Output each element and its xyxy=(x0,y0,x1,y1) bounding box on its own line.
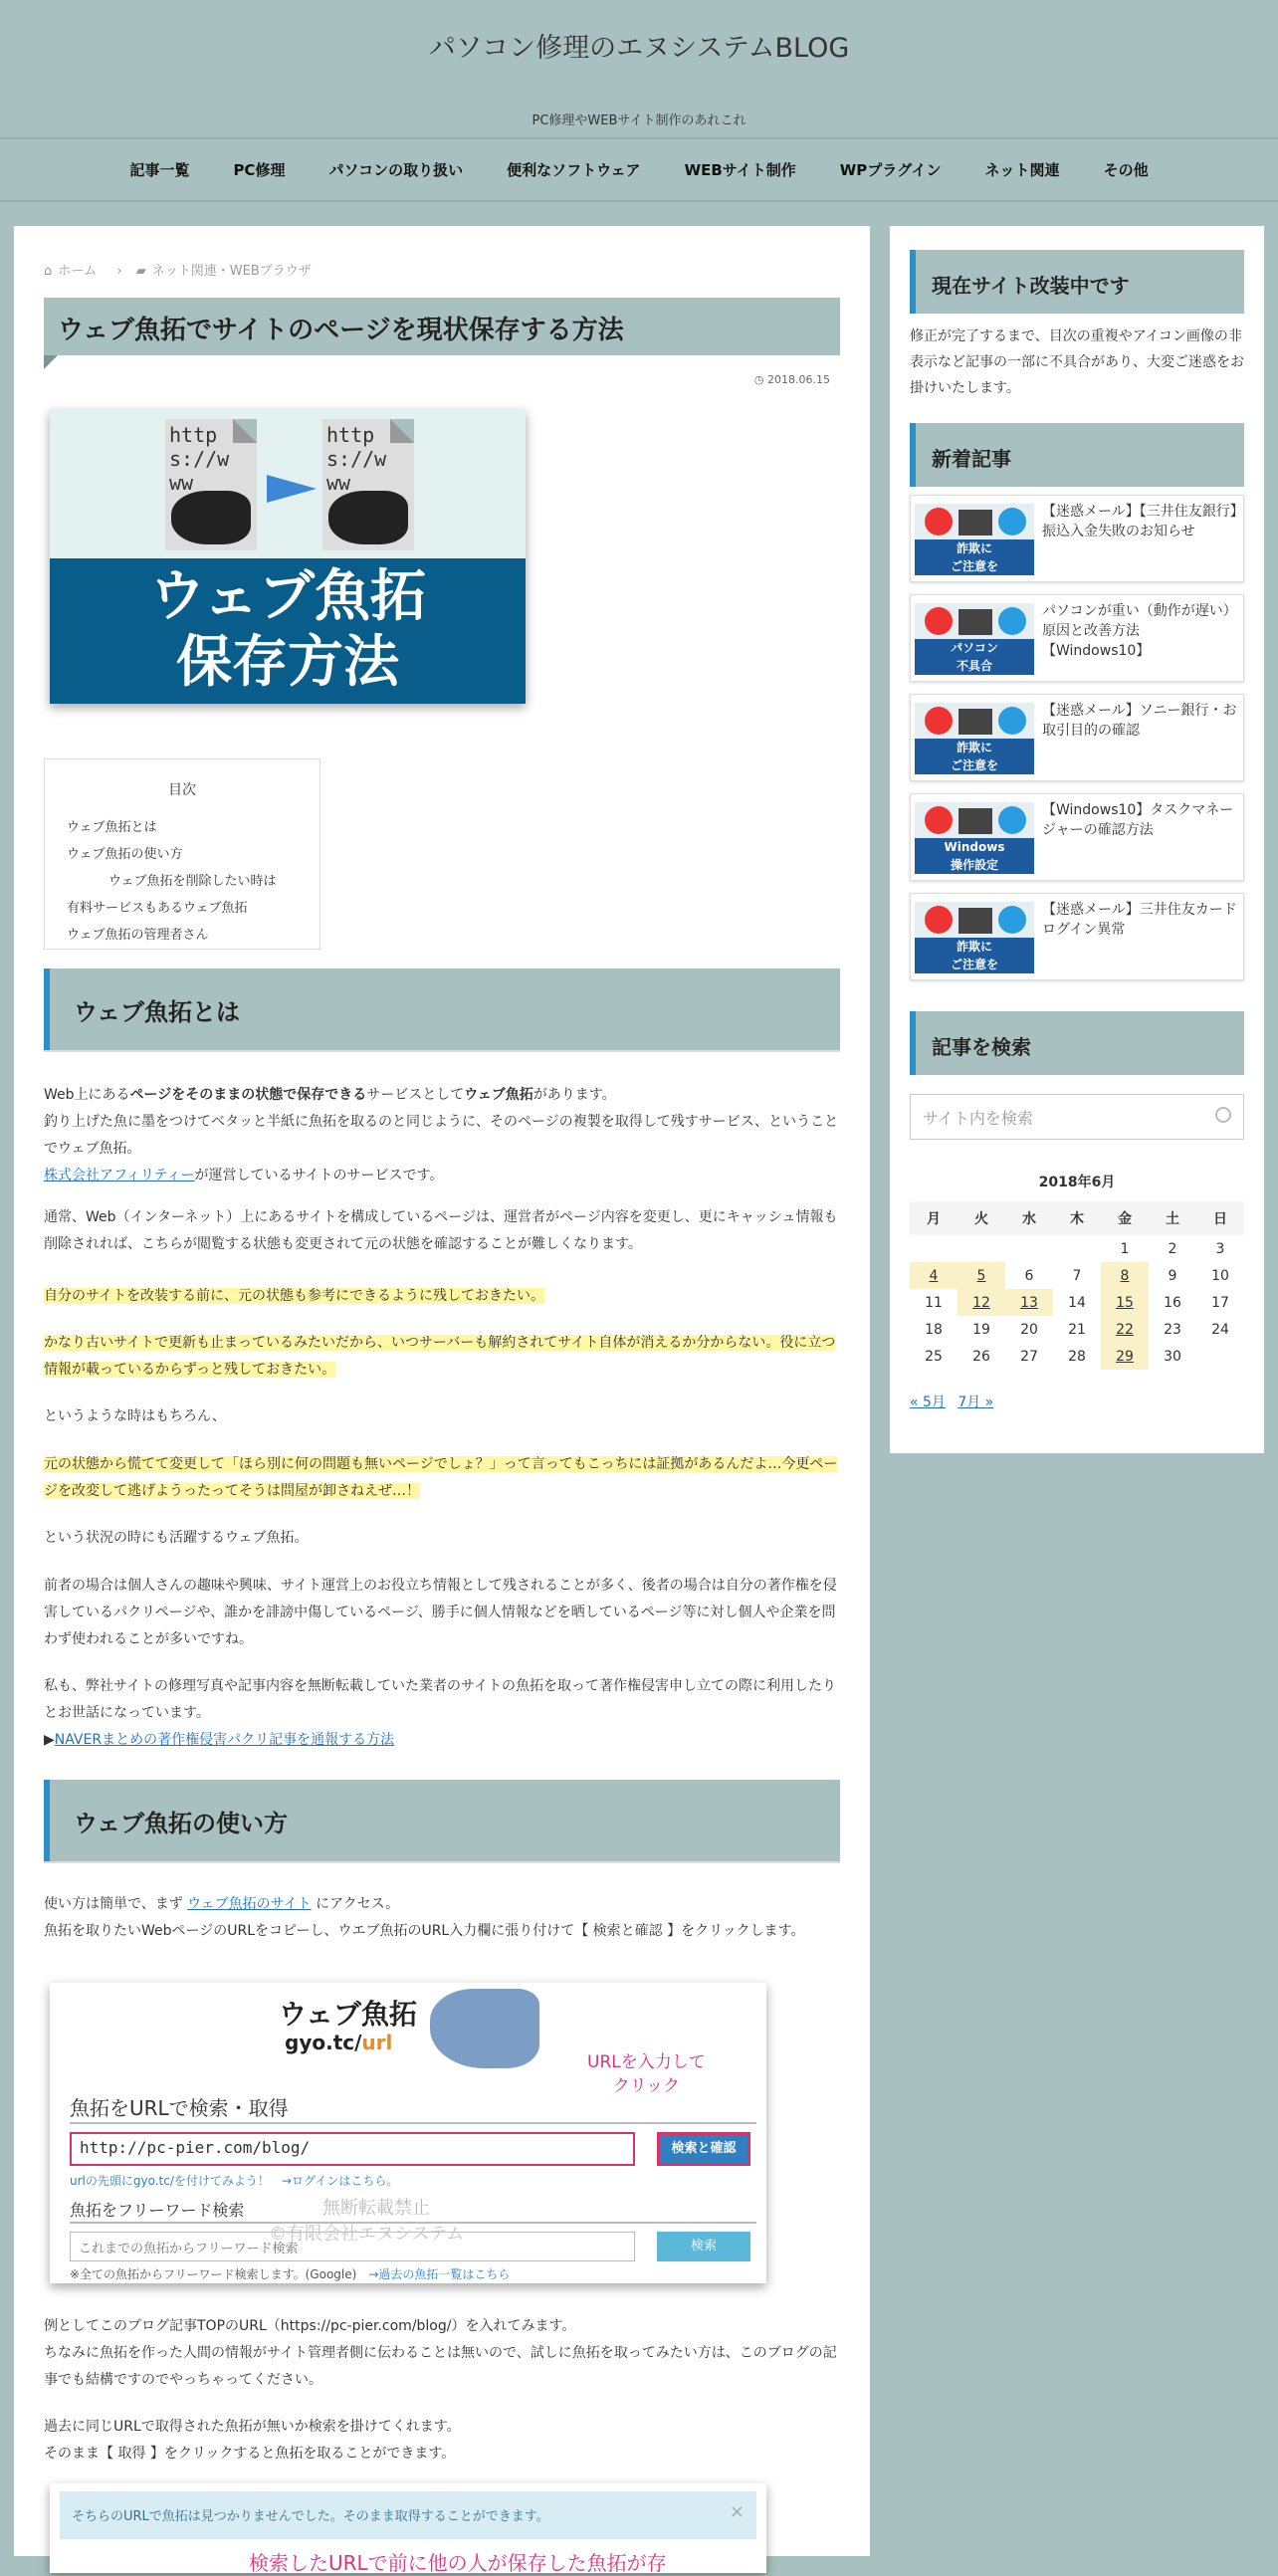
breadcrumb xyxy=(44,260,318,279)
notice-text: 修正が完了するまで、目次の重複やアイコン画像の非表示など記事の一部に不具合があり、大変ご迷惑をお掛けいたします。 xyxy=(910,328,1244,396)
calendar-day[interactable]: 8 xyxy=(1101,1262,1149,1289)
calendar-day: 1 xyxy=(1120,1240,1130,1257)
form-heading: 魚拓をフリーワード検索 xyxy=(70,2201,245,2220)
paragraph: 通常、Web（インターネット）上にあるサイトを構成しているページは、運営者がページ内容を変更し、更にキャッシュ情報も削除されれば、こちらが閲覧する状態も変更されて元の状態を確認することが難しくなります。 xyxy=(44,1209,838,1252)
calendar-table xyxy=(910,1201,1244,1370)
text: ちなみに魚拓を作った人間の情報がサイト管理者側に伝わることは無いので、試しに魚拓を取ってみたい方は、このブログの記事でも結構ですのでやっちゃってください。 xyxy=(44,2345,837,2388)
widget-title: 現在サイト改装中です xyxy=(910,250,1244,314)
screenshot-gyotaku-form xyxy=(50,1983,766,2283)
paragraph: という状況の時にも活躍するウェブ魚拓。 xyxy=(44,1530,309,1546)
nav-item[interactable]: ネット関連 xyxy=(984,161,1060,179)
device-icon xyxy=(958,609,992,635)
alert-badge-icon xyxy=(925,707,953,735)
text: 過去に同じURLで取得された魚拓が無いか検索を掛けてくれます。 xyxy=(44,2419,461,2435)
paragraph xyxy=(44,2313,840,2394)
calendar-day: 21 xyxy=(1068,1321,1086,1338)
paragraph: というような時はもちろん、 xyxy=(44,1408,226,1424)
alert-message xyxy=(60,2491,756,2539)
calendar-day[interactable]: 5 xyxy=(958,1262,1005,1289)
site-header xyxy=(0,0,1278,139)
text: にアクセス。 xyxy=(311,1896,400,1912)
recent-post-card[interactable] xyxy=(910,495,1244,582)
eyecatch-image xyxy=(50,409,526,704)
alert-badge-icon xyxy=(925,806,953,834)
fish-icon xyxy=(328,491,408,544)
text: →ログインはこちら。 xyxy=(281,2174,399,2188)
weekday-header: 日 xyxy=(1196,1201,1244,1235)
nav-item[interactable]: WPプラグイン xyxy=(839,161,942,179)
site-search-input[interactable] xyxy=(910,1094,1244,1140)
freeword-search-button[interactable]: 検索 xyxy=(657,2232,750,2261)
arrow-right-icon xyxy=(267,475,317,503)
post-title[interactable]: パソコンが重い（動作が遅い）原因と改善方法【Windows10】 xyxy=(1042,603,1237,659)
post-thumbnail[interactable] xyxy=(915,703,1034,774)
eyecatch-url-2: https://www xyxy=(326,423,387,495)
text: URLを入力して xyxy=(587,2052,706,2072)
arrow-icon: ▶ xyxy=(44,1732,55,1748)
alert-badge-icon xyxy=(925,906,953,934)
thumbnail-label: Windows 操作設定 xyxy=(915,838,1034,874)
calendar-day: 6 xyxy=(1024,1267,1034,1284)
document-icon xyxy=(165,419,257,550)
highlight-text: 自分のサイトを改装する前に、元の状態も参考にできるように残しておきたい。 xyxy=(44,1288,545,1304)
text: urlの先頭にgyo.tc/を付けてみよう！ xyxy=(70,2174,270,2188)
calendar-day: 27 xyxy=(1020,1348,1038,1365)
form-heading: 魚拓をURLで検索・取得 xyxy=(70,2096,289,2120)
post-thumbnail[interactable] xyxy=(915,504,1034,575)
sidebar xyxy=(890,226,1264,1453)
calendar-next-link[interactable]: 7月 » xyxy=(958,1395,994,1410)
calendar-day: 11 xyxy=(925,1294,943,1311)
post-thumbnail[interactable] xyxy=(915,802,1034,874)
fish-icon xyxy=(171,491,251,544)
search-icon[interactable] xyxy=(1215,1107,1231,1123)
highlight-paragraph xyxy=(44,1451,840,1505)
search-confirm-button[interactable]: 検索と確認 xyxy=(657,2132,750,2166)
paragraph xyxy=(44,2414,840,2468)
calendar-nav xyxy=(910,1392,993,1411)
mail-badge-icon xyxy=(998,508,1026,536)
calendar-day xyxy=(910,1235,958,1262)
calendar-day: 26 xyxy=(972,1348,990,1365)
post-thumbnail[interactable] xyxy=(915,902,1034,973)
table-of-contents xyxy=(44,758,320,950)
text: url xyxy=(361,2031,393,2054)
calendar-day: 16 xyxy=(1164,1294,1181,1311)
site-title[interactable]: パソコン修理のエヌシステムBLOG xyxy=(428,33,850,64)
nav-item[interactable]: WEBサイト制作 xyxy=(684,161,796,179)
search-placeholder: サイト内を検索 xyxy=(923,1109,1033,1128)
calendar-day: 18 xyxy=(925,1321,943,1338)
text: があります。 xyxy=(532,1087,616,1103)
calendar-day: 30 xyxy=(1164,1348,1181,1365)
calendar-day[interactable]: 15 xyxy=(1101,1289,1149,1316)
calendar-day: 19 xyxy=(972,1321,990,1338)
main-content xyxy=(14,226,870,2575)
affility-link[interactable]: 株式会社アフィリティー xyxy=(44,1168,195,1183)
calendar-day[interactable]: 22 xyxy=(1101,1316,1149,1343)
text: 魚拓を取りたいWebページのURLをコピーし、ウエブ魚拓のURL入力欄に張り付けて【 検索と確認 】をクリックします。 xyxy=(44,1923,805,1939)
toc-item[interactable]: 有料サービスもあるウェブ魚拓 xyxy=(67,901,248,916)
breadcrumb-category[interactable]: ネット関連・WEBブラウザ xyxy=(151,264,312,279)
calendar-day xyxy=(958,1235,1005,1262)
thumbnail-label: 詐欺に ご注意を xyxy=(915,739,1034,774)
clock-icon: ◷ xyxy=(753,373,768,386)
watermark: ©有限会社エヌシステム xyxy=(269,2224,465,2245)
alert-badge-icon xyxy=(925,607,953,635)
url-input[interactable]: http://pc-pier.com/blog/ xyxy=(70,2132,635,2166)
calendar-day: 20 xyxy=(1020,1321,1038,1338)
text-bold: ウェブ魚拓 xyxy=(464,1087,533,1103)
toc-item[interactable]: ウェブ魚拓の管理者さん xyxy=(67,928,209,943)
post-title[interactable]: 【迷惑メール】三井住友カードログイン異常 xyxy=(1042,902,1237,938)
post-thumbnail[interactable] xyxy=(915,603,1034,675)
text: そちらのURLで魚拓は見つかりませんでした。そのまま取得することができます。 xyxy=(72,2509,549,2524)
mail-badge-icon xyxy=(998,806,1026,834)
text: Web上にある xyxy=(44,1087,130,1103)
text: →過去の魚拓一覧はこちら xyxy=(368,2267,511,2281)
mail-badge-icon xyxy=(998,906,1026,934)
freeword-input[interactable]: これまでの魚拓からフリーワード検索 xyxy=(70,2232,635,2261)
calendar-day: 7 xyxy=(1072,1267,1082,1284)
close-icon[interactable]: × xyxy=(729,2501,745,2522)
callout xyxy=(587,2050,706,2098)
document-icon xyxy=(322,419,414,550)
article-title: ウェブ魚拓でサイトのページを現状保存する方法 xyxy=(44,298,840,355)
nav-item[interactable]: その他 xyxy=(1103,161,1149,179)
calendar-day: 25 xyxy=(925,1348,943,1365)
gyotaku-domain xyxy=(285,2031,392,2054)
post-title[interactable]: 【Windows10】タスクマネージャーの確認方法 xyxy=(1042,802,1234,838)
paragraph: 前者の場合は個人さんの趣味や興味、サイト運営上のお役立ち情報として残されることが多く、後者の場合は自分の著作権を侵害しているパクリページや、誰かを誹謗中傷しているページ、勝手に個人情報などを晒しているページ等に対し個人や企業を問わず使われることが多いですね。 xyxy=(44,1578,837,1647)
text: 釣り上げた魚に墨をつけてベタッと半紙に魚拓を取るのと同じように、そのページの複製を取得して残すサービス、ということでウェブ魚拓。 xyxy=(44,1114,839,1157)
folder-icon: ▰ xyxy=(135,264,146,279)
site-description: PC修理やWEBサイト制作のあれこれ xyxy=(532,113,746,128)
breadcrumb-home[interactable]: ホーム xyxy=(58,264,98,279)
weekday-header: 木 xyxy=(1053,1201,1101,1235)
calendar-caption: 2018年6月 xyxy=(1038,1175,1116,1190)
recent-post-card[interactable] xyxy=(910,893,1244,980)
date-text: 2018.06.15 xyxy=(767,373,830,386)
calendar-day: 2 xyxy=(1168,1240,1177,1257)
text: そのまま【 取得 】をクリックすると魚拓を取ることができます。 xyxy=(44,2446,456,2462)
post-title[interactable]: 【迷惑メール】【三井住友銀行】振込入金失敗のお知らせ xyxy=(1042,504,1237,539)
thumbnail-label: 詐欺に ご注意を xyxy=(915,938,1034,973)
nav-item[interactable]: 便利なソフトウェア xyxy=(507,161,641,179)
text: が運営しているサイトのサービスです。 xyxy=(194,1168,444,1183)
calendar-day: 10 xyxy=(1211,1267,1229,1284)
calendar-day: 14 xyxy=(1068,1294,1086,1311)
post-title[interactable]: 【迷惑メール】ソニー銀行・お取引目的の確認 xyxy=(1042,703,1237,739)
mail-badge-icon xyxy=(998,707,1026,735)
toc-item[interactable]: ウェブ魚拓とは xyxy=(67,820,157,835)
calendar-day: 17 xyxy=(1211,1294,1229,1311)
device-icon xyxy=(958,908,992,934)
nav-item[interactable]: パソコンの取り扱い xyxy=(328,161,464,179)
recent-post-card[interactable] xyxy=(910,694,1244,781)
screenshot-gyotaku-result xyxy=(50,2483,766,2573)
weekday-header: 金 xyxy=(1101,1201,1149,1235)
fish-print-icon xyxy=(430,1989,539,2068)
hint-text xyxy=(70,2172,398,2189)
eyecatch-line-1: ウェブ魚拓 xyxy=(149,564,426,629)
text: 使い方は簡単で、まず xyxy=(44,1896,188,1912)
calendar-day[interactable]: 12 xyxy=(958,1289,1005,1316)
calendar-day[interactable]: 4 xyxy=(910,1262,958,1289)
watermark: 無断転載禁止 xyxy=(322,2198,430,2219)
device-icon xyxy=(958,510,992,536)
gyotaku-logo: ウェブ魚拓 xyxy=(279,1998,417,2031)
widget-title: 記事を検索 xyxy=(910,1011,1244,1075)
calendar-day xyxy=(1053,1235,1101,1262)
weekday-header: 火 xyxy=(958,1201,1005,1235)
article-date xyxy=(754,373,830,386)
chevron-right-icon: › xyxy=(116,264,122,279)
widget-title: 新着記事 xyxy=(910,423,1244,487)
callout: 検索したURLで前に他の人が保存した魚拓が存 xyxy=(249,2551,667,2575)
paragraph xyxy=(44,1673,840,1754)
note-text xyxy=(70,2265,510,2282)
nav-item[interactable]: PC修理 xyxy=(233,161,286,179)
toc-title: 目次 xyxy=(168,782,196,798)
calendar-day[interactable]: 29 xyxy=(1101,1343,1149,1370)
eyecatch-line-2: 保存方法 xyxy=(176,630,399,695)
thumbnail-label: 詐欺に ご注意を xyxy=(915,539,1034,575)
paragraph xyxy=(44,1891,840,1945)
gyotaku-site-link[interactable]: ウェブ魚拓のサイト xyxy=(187,1896,312,1912)
mail-badge-icon xyxy=(998,607,1026,635)
text: サービスとして xyxy=(366,1087,465,1103)
alert-badge-icon xyxy=(925,508,953,536)
recent-post-card[interactable] xyxy=(910,793,1244,881)
calendar-day xyxy=(1196,1343,1244,1370)
device-icon xyxy=(958,709,992,735)
text: 私も、弊社サイトの修理写真や記事内容を無断転載していた業者のサイトの魚拓を取って著作権侵害申し立ての際に利用したりとお世話になっています。 xyxy=(44,1678,837,1721)
toc-item[interactable]: ウェブ魚拓の使い方 xyxy=(67,847,183,862)
calendar-day: 9 xyxy=(1168,1267,1177,1284)
nav-item[interactable]: 記事一覧 xyxy=(129,161,190,179)
paragraph xyxy=(44,1082,840,1189)
highlight-paragraph xyxy=(44,1283,840,1310)
highlight-text: 元の状態から慌てて変更して「ほら別に何の問題も無いページでしょ？」って言ってもこっちには証拠があるんだよ…今更ページを改変して逃げようったってそうは問屋が卸さねえぜ…！ xyxy=(44,1456,838,1499)
text: クリック xyxy=(612,2076,681,2096)
calendar-prev-link[interactable]: « 5月 xyxy=(910,1395,946,1410)
thumbnail-label: パソコン 不具合 xyxy=(915,639,1034,675)
text-bold: ページをそのままの状態で保存できる xyxy=(129,1087,367,1103)
text: 例としてこのブログ記事TOPのURL（https://pc-pier.com/blog/）を入れてみます。 xyxy=(44,2318,576,2334)
global-nav xyxy=(0,139,1278,202)
calendar-day: 28 xyxy=(1068,1348,1086,1365)
calendar-day: 23 xyxy=(1164,1321,1181,1338)
calendar-day: 3 xyxy=(1215,1240,1225,1257)
calendar-day xyxy=(1005,1235,1053,1262)
weekday-header: 土 xyxy=(1149,1201,1196,1235)
eyecatch-url-1: https://www xyxy=(169,423,230,495)
device-icon xyxy=(958,808,992,834)
recent-post-card[interactable] xyxy=(910,594,1244,682)
weekday-header: 月 xyxy=(910,1201,958,1235)
text: gyo.tc/ xyxy=(285,2031,362,2054)
naver-link[interactable]: NAVERまとめの著作権侵害パクリ記事を通報する方法 xyxy=(54,1732,395,1748)
weekday-header: 水 xyxy=(1005,1201,1053,1235)
calendar-day: 24 xyxy=(1211,1321,1229,1338)
toc-item[interactable]: ウェブ魚拓を削除したい時は xyxy=(108,874,277,889)
highlight-text: かなり古いサイトで更新も止まっているみたいだから、いつサーバーも解約されてサイト自体が消えるか分からない。役に立つ情報が載っているからずっと残しておきたい。 xyxy=(44,1335,836,1378)
highlight-paragraph xyxy=(44,1330,840,1384)
section-heading: ウェブ魚拓とは xyxy=(44,968,840,1050)
section-heading: ウェブ魚拓の使い方 xyxy=(44,1780,840,1861)
home-icon: ⌂ xyxy=(44,264,53,279)
text: ※全ての魚拓からフリーワード検索します。(Google) xyxy=(70,2267,357,2281)
calendar xyxy=(910,1172,1244,1370)
calendar-day[interactable]: 13 xyxy=(1005,1289,1053,1316)
